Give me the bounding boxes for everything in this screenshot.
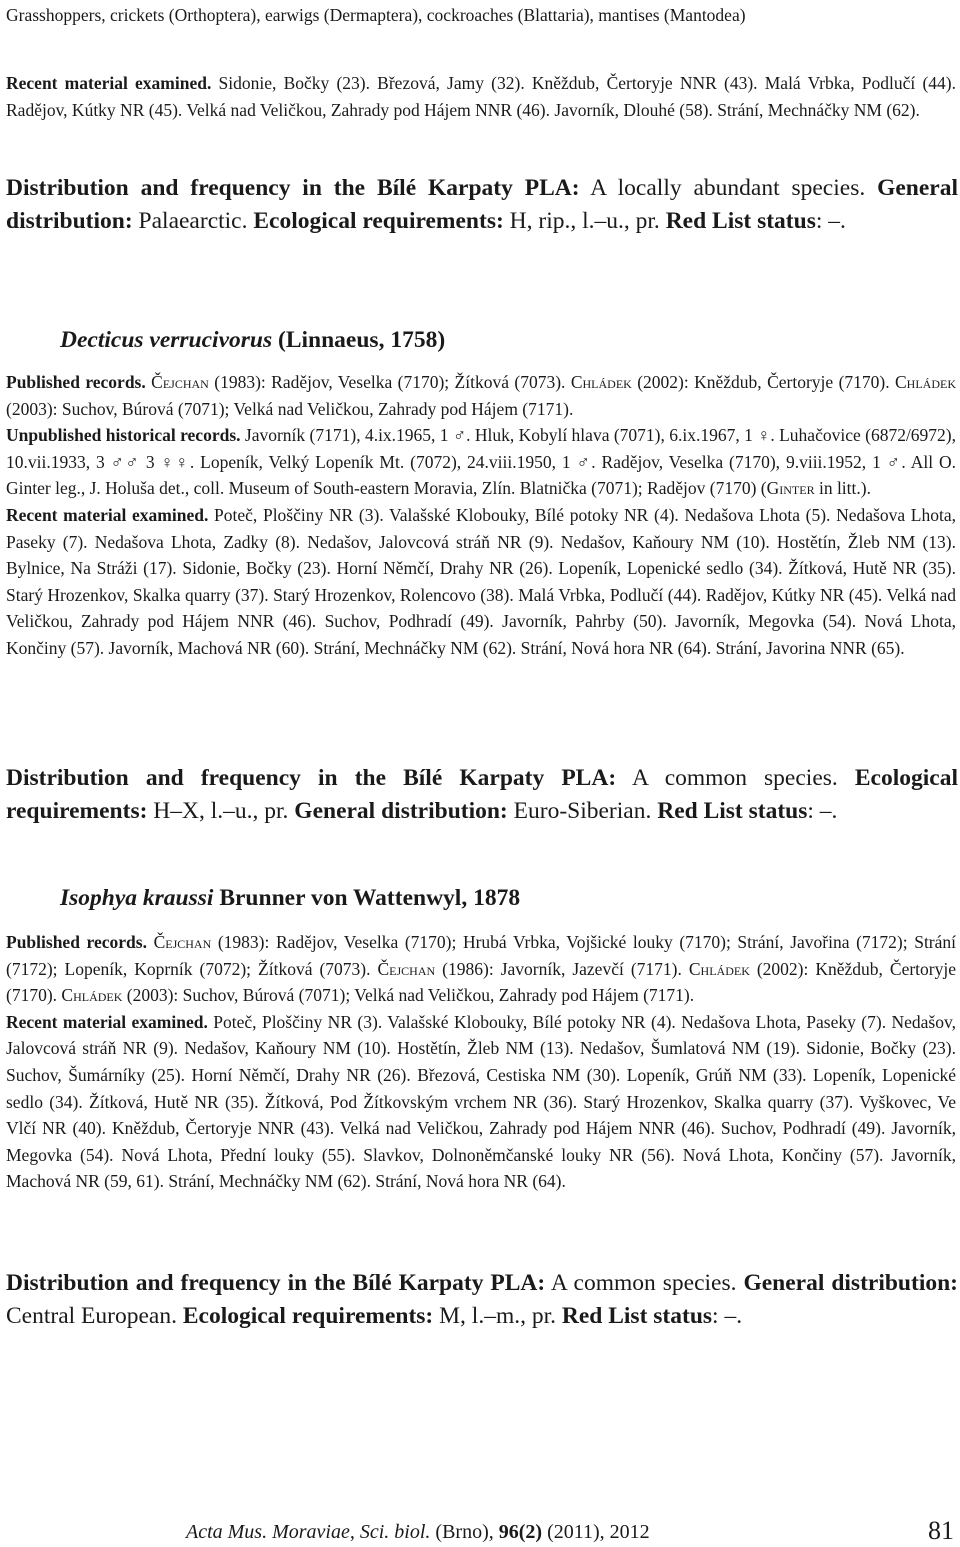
prev-recent-label: Recent material examined. [6, 73, 212, 93]
decticus-distribution [6, 762, 958, 827]
author-ref: Čejchan [153, 932, 212, 952]
species-name: Isophya kraussi [60, 885, 214, 911]
journal-name: Acta Mus. Moraviae, Sci. biol. [186, 1521, 431, 1543]
record-text: (2002): Kněždub, Čertoryje (7170). [6, 958, 956, 1006]
author-ref: Chládek [688, 958, 750, 979]
prev-eco-label: Ecological requirements: [253, 207, 504, 234]
isophya-published-records [6, 929, 956, 1195]
prev-red-label: Red List status [665, 207, 816, 234]
author-ref: Chládek [570, 372, 632, 392]
record-text: (1986): Javorník, Jazevčí (7171). [435, 958, 689, 979]
eco-text: M, l.–m., pr. [433, 1302, 562, 1329]
published-label: Published records. [6, 372, 146, 392]
unpublished-label: Unpublished historical records. [6, 425, 241, 446]
unpublished-text: Javorník (7171), 4.ix.1965, 1 ♂. Hluk, Kobylí hlava (7071), 6.ix.1967, 1 ♀. Luhačovice (6872/6972), 10.vii.1933, 3 ♂♂ 3 ♀♀. Lopeník, Velký Lopeník Mt. (7072), 24.viii.1950, 1 ♂. Radějov, Veselka (7170), 9.viii.1952, 1 ♂. All O. Ginter leg., J. Holuša det., coll. Museum of South-eastern Moravia, Zlín. Blatnička (7071); Radějov (7170) ( [6, 425, 957, 499]
running-head: Grasshoppers, crickets (Orthoptera), earwigs (Dermaptera), cockroaches (Blattaria), mantises (Mantodea) [6, 5, 746, 25]
author-ref: Ginter [766, 478, 815, 499]
author-ref: Čejchan [377, 958, 436, 979]
eco-label: Ecological requirements: [6, 765, 958, 824]
red-text: : –. [712, 1302, 743, 1329]
species-heading-isophya [60, 883, 520, 913]
journal-footer [186, 1520, 650, 1544]
journal-year: (2011), 2012 [542, 1521, 650, 1543]
dist-label: Distribution and frequency in the Bílé Karpaty PLA: [6, 765, 617, 791]
record-text: (1983): Radějov, Veselka (7170); Žítková (7073). [208, 372, 571, 392]
gen-label: General distribution: [294, 797, 508, 824]
prev-eco-text: H, rip., l.–u., pr. [503, 207, 666, 234]
red-label: Red List status [657, 797, 808, 824]
journal-volume: 96(2) [498, 1521, 543, 1543]
dist-label: Distribution and frequency in the Bílé Karpaty PLA: [6, 1270, 546, 1296]
gen-label: General distribution: [743, 1270, 959, 1296]
prev-gen-text: Palaearctic. [132, 207, 254, 234]
red-label: Red List status [561, 1302, 713, 1329]
author-ref: Chládek [895, 372, 956, 392]
species-heading-decticus [60, 325, 445, 355]
recent-label: Recent material examined. [6, 504, 209, 525]
published-label: Published records. [6, 932, 147, 952]
species-author: (Linnaeus, 1758) [272, 327, 446, 353]
recent-text: Poteč, Ploščiny NR (3). Valašské Klobouky, Bílé potoky NR (4). Nedašova Lhota, Paseky (7). Nedašov, Jalovcová stráň NR (9). Nedašov, Kaňoury NM (10). Hostětín, Žleb NM (13). Nedašov, Šumlatová NM (19). Sidonie, Bočky (23). Suchov, Šumárníky (25). Horní Němčí, Drahy NR (26). Březová, Cestiska NM (30). Lopeník, Grúň NM (33). Lopeník, Lopenické sedlo (34). Žítková, Hutě NR (35). Žítková, Pod Žítkovským vrchem NR (36). Starý Hrozenkov, Skalka quarry (37). Vyškovec, Ve Vlčí NR (40). Kněždub, Čertoryje NNR (43). Velká nad Veličkou, Zahrady pod Hájem NNR (46). Suchov, Podhradí (49). Javorník, Megovka (54). Nová Lhota, Přední louky (55). Slavkov, Dolnoněmčanské louky NR (56). Nová Lhota, Končiny (57). Javorník, Machová NR (59, 61). Strání, Mechnáčky NM (62). Strání, Nová hora NR (64). [6, 1011, 956, 1192]
journal-place: (Brno), [430, 1521, 499, 1543]
prev-recent-text: Sidonie, Bočky (23). Březová, Jamy (32). Kněždub, Čertoryje NNR (43). Malá Vrbka, Podlučí (44). Radějov, Kútky NR (45). Velká nad Veličkou, Zahrady pod Hájem NNR (46). Javorník, Dlouhé (58). Strání, Mechnáčky NM (62). [6, 73, 957, 120]
gen-text: Central European. [6, 1302, 183, 1329]
prev-dist-label: Distribution and frequency in the Bílé Karpaty PLA: [6, 175, 580, 201]
prev-red-text: : –. [815, 207, 846, 234]
dist-text: A common species. [545, 1270, 744, 1296]
dist-text: A common species. [616, 765, 855, 791]
prev-recent-material [6, 70, 956, 123]
prev-dist-text: A locally abundant species. [579, 175, 878, 201]
author-ref: Chládek [61, 985, 123, 1006]
recent-label: Recent material examined. [6, 1011, 208, 1032]
record-text: (2002): Kněždub, Čertoryje (7170). [631, 372, 895, 392]
species-name: Decticus verrucivorus [60, 327, 273, 353]
decticus-published-records [6, 369, 956, 662]
record-text: (1983): Radějov, Veselka (7170); Hrubá Vrbka, Vojšické louky (7170); Strání, Javořina (7172); Strání (7172); Lopeník, Koprník (7072); Žítková (7073). [6, 932, 957, 979]
prev-gen-label: General distribution: [6, 175, 958, 234]
recent-text: Poteč, Ploščiny NR (3). Valašské Klobouky, Bílé potoky NR (4). Nedašova Lhota (5). Nedašova Lhota, Paseky (7). Nedašova Lhota, Zadky (8). Nedašov, Jalovcová stráň NR (9). Nedašov, Kaňoury NM (10). Hostětín, Žleb NM (13). Bylnice, Na Stráži (17). Sidonie, Bočky (23). Horní Němčí, Drahy NR (26). Lopeník, Lopenické sedlo (34). Žítková, Hutě NR (35). Starý Hrozenkov, Skalka quarry (37). Starý Hrozenkov, Rolencovo (38). Malá Vrbka, Podlučí (44). Radějov, Kútky NR (45). Velká nad Veličkou, Zahrady pod Hájem NNR (46). Suchov, Podhradí (49). Javorník, Pahrby (50). Javorník, Megovka (54). Nová Lhota, Končiny (57). Javorník, Machová NR (60). Strání, Mechnáčky NM (62). Strání, Nová hora NR (64). Strání, Javorina NNR (65). [6, 504, 956, 658]
gen-text: Euro-Siberian. [507, 797, 658, 824]
record-text: (2003): Suchov, Búrová (7071); Velká nad Veličkou, Zahrady pod Hájem (7171). [122, 985, 695, 1006]
unpublished-end: in litt.). [814, 478, 871, 499]
prev-distribution [6, 172, 958, 237]
isophya-distribution [6, 1267, 958, 1332]
species-author: Brunner von Wattenwyl, 1878 [213, 885, 521, 911]
page-number: 81 [928, 1516, 954, 1545]
record-text: (2003): Suchov, Búrová (7071); Velká nad Veličkou, Zahrady pod Hájem (7171). [6, 398, 574, 419]
red-text: : –. [807, 797, 838, 824]
eco-text: H–X, l.–u., pr. [147, 797, 295, 824]
author-ref: Čejchan [151, 372, 209, 392]
eco-label: Ecological requirements: [182, 1302, 434, 1329]
